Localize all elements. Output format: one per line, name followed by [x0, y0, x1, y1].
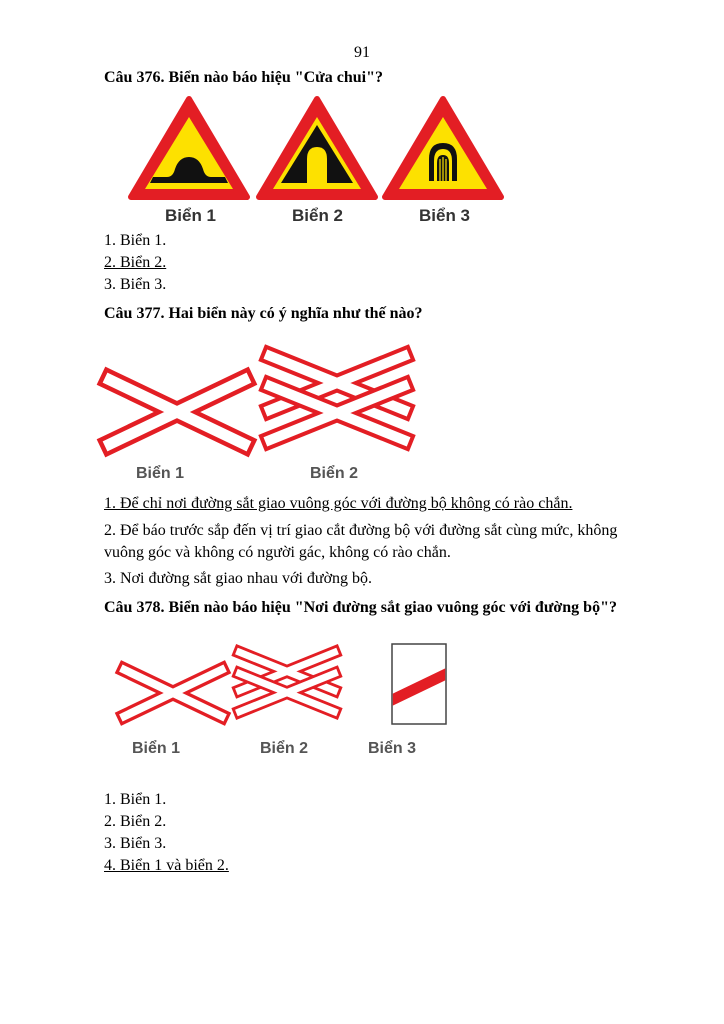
railway-crossing-double-icon [234, 644, 340, 720]
q376-answer-1[interactable]: 1. Biển 1. [104, 232, 167, 249]
q377-answer-1-correct[interactable]: 1. Để chỉ nơi đường sắt giao vuông góc với đường bộ không có rào chắn. [104, 495, 573, 512]
q376-answer-3[interactable]: 3. Biển 3. [104, 276, 167, 293]
q378-caption-1: Biển 1 [132, 740, 181, 757]
question-376-title: Câu 376. Biển nào báo hiệu "Cửa chui"? [104, 69, 383, 86]
railway-crossing-single-icon [118, 664, 228, 722]
q377-answer-2-line2[interactable]: vuông góc và không có người gác, không có rào chắn. [104, 544, 451, 561]
question-378-title: Câu 378. Biển nào báo hiệu "Nơi đường sắt giao vuông góc với đường bộ"? [104, 599, 617, 616]
underpass-sign-icon [127, 95, 251, 203]
q376-caption-1: Biển 1 [165, 206, 217, 225]
q378-answer-3[interactable]: 3. Biển 3. [104, 835, 167, 852]
railway-crossing-double-icon [262, 348, 412, 448]
q378-caption-2: Biển 2 [260, 740, 309, 757]
q378-answer-2[interactable]: 2. Biển 2. [104, 813, 167, 830]
q377-caption-1: Biển 1 [136, 465, 185, 482]
tunnel-arch-sign-icon [255, 95, 379, 203]
q378-caption-3: Biển 3 [368, 740, 417, 757]
page-number: 91 [354, 44, 370, 61]
q376-answer-2-correct[interactable]: 2. Biển 2. [104, 254, 167, 271]
q376-caption-2: Biển 2 [292, 206, 344, 225]
q376-caption-3: Biển 3 [419, 206, 471, 225]
q377-answer-2-line1[interactable]: 2. Để báo trước sắp đến vị trí giao cắt đường bộ với đường sắt cùng mức, không [104, 522, 618, 539]
tunnel-sign-icon [381, 95, 505, 203]
q377-answer-3[interactable]: 3. Nơi đường sắt giao nhau với đường bộ. [104, 570, 373, 587]
railway-crossing-single-icon [102, 372, 252, 452]
question-377-title: Câu 377. Hai biển này có ý nghĩa như thế nào? [104, 305, 423, 322]
q377-caption-2: Biển 2 [310, 465, 359, 482]
q378-answer-1[interactable]: 1. Biển 1. [104, 791, 167, 808]
q378-answer-4-correct[interactable]: 4. Biển 1 và biển 2. [104, 857, 229, 874]
railway-crossing-post-icon [390, 642, 448, 726]
